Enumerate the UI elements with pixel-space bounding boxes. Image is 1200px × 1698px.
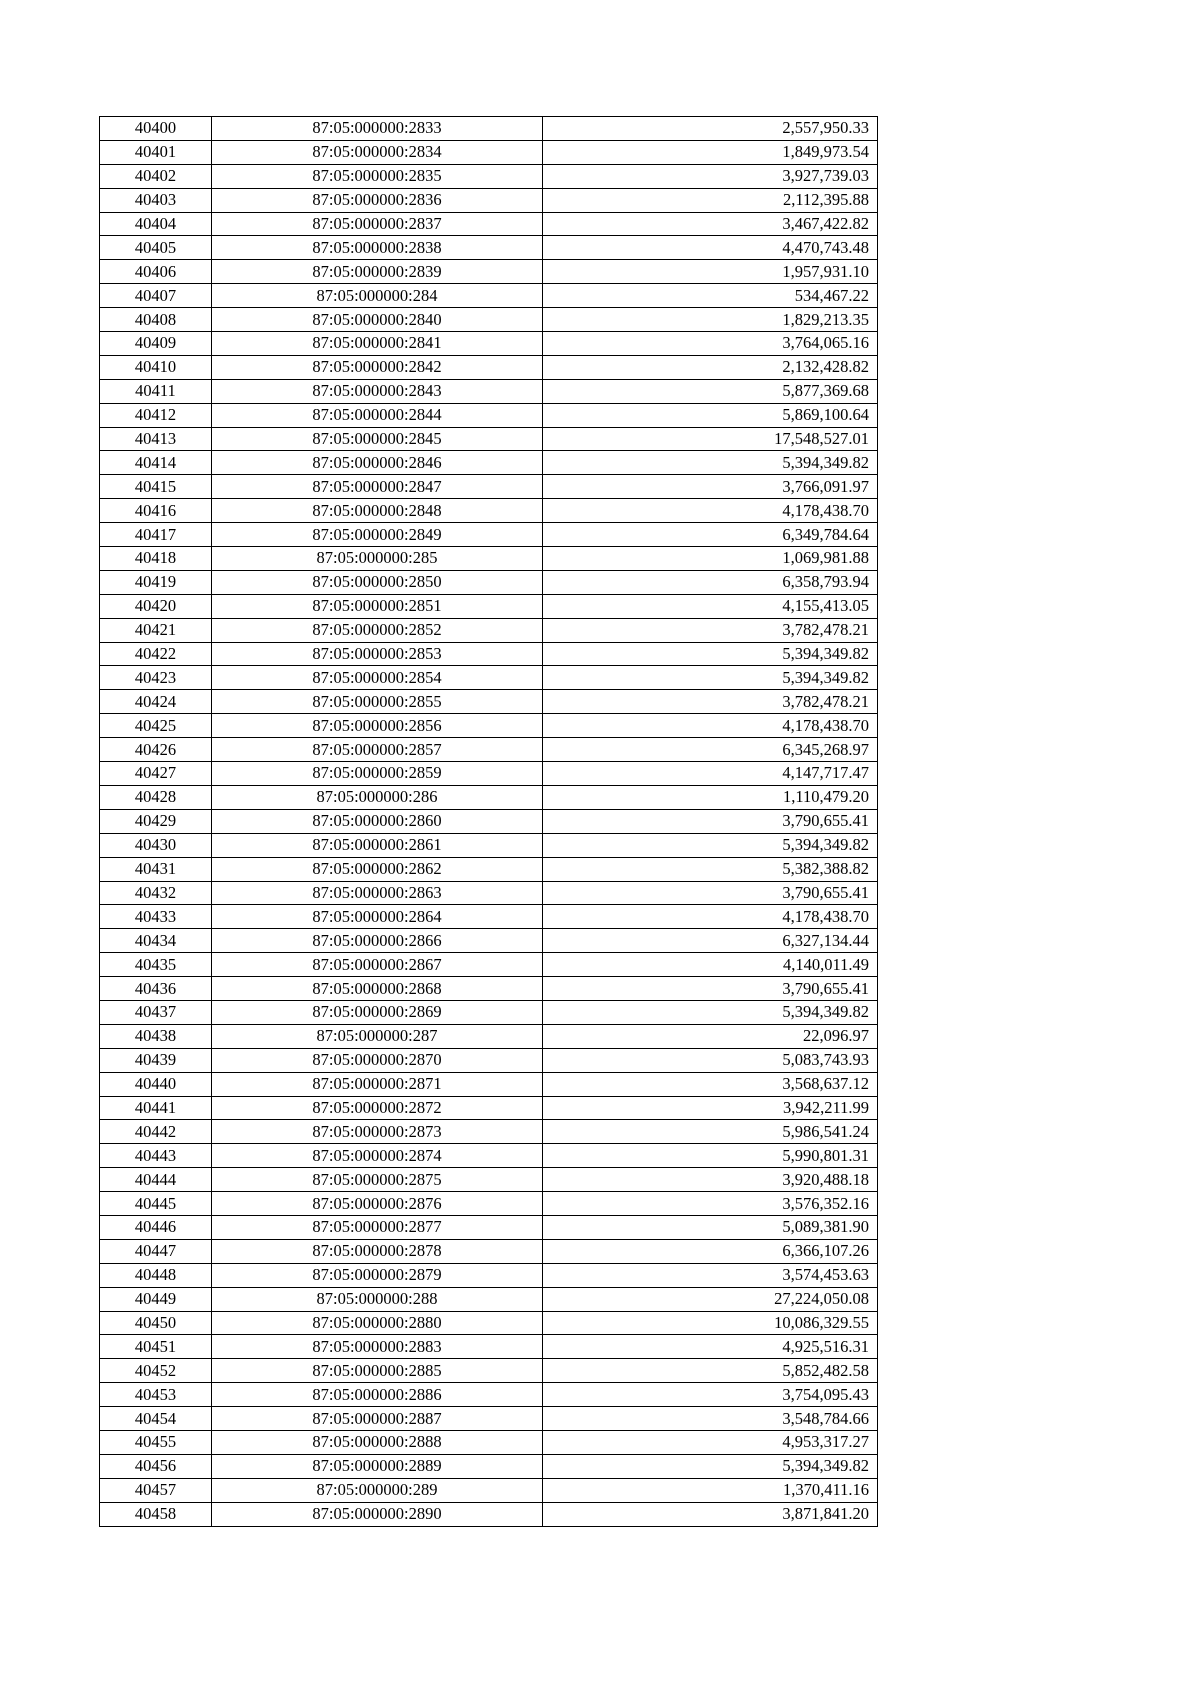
cadastral-number-cell: 87:05:000000:284 xyxy=(212,284,543,308)
cadastral-number-cell: 87:05:000000:2855 xyxy=(212,690,543,714)
table-row xyxy=(100,1120,878,1144)
cadastral-number-cell: 87:05:000000:2833 xyxy=(212,117,543,141)
table-row xyxy=(100,881,878,905)
table-row xyxy=(100,188,878,212)
table-row xyxy=(100,1024,878,1048)
table-row xyxy=(100,666,878,690)
table-row xyxy=(100,1359,878,1383)
value-cell: 5,089,381.90 xyxy=(543,1215,878,1239)
row-number-cell: 40457 xyxy=(100,1478,212,1502)
table-row xyxy=(100,212,878,236)
value-cell: 5,394,349.82 xyxy=(543,642,878,666)
value-cell: 3,467,422.82 xyxy=(543,212,878,236)
cadastral-number-cell: 87:05:000000:2867 xyxy=(212,953,543,977)
cadastral-number-cell: 87:05:000000:2890 xyxy=(212,1502,543,1526)
value-cell: 3,871,841.20 xyxy=(543,1502,878,1526)
value-cell: 3,766,091.97 xyxy=(543,475,878,499)
row-number-cell: 40402 xyxy=(100,164,212,188)
cadastral-number-cell: 87:05:000000:2853 xyxy=(212,642,543,666)
value-cell: 5,083,743.93 xyxy=(543,1048,878,1072)
cadastral-number-cell: 87:05:000000:2876 xyxy=(212,1192,543,1216)
value-cell: 2,557,950.33 xyxy=(543,117,878,141)
cadastral-number-cell: 87:05:000000:2875 xyxy=(212,1168,543,1192)
row-number-cell: 40441 xyxy=(100,1096,212,1120)
value-cell: 4,178,438.70 xyxy=(543,499,878,523)
table-row xyxy=(100,355,878,379)
value-cell: 3,782,478.21 xyxy=(543,618,878,642)
table-row xyxy=(100,857,878,881)
table-row xyxy=(100,1239,878,1263)
table-row xyxy=(100,236,878,260)
cadastral-number-cell: 87:05:000000:289 xyxy=(212,1478,543,1502)
cadastral-number-cell: 87:05:000000:2874 xyxy=(212,1144,543,1168)
value-cell: 3,568,637.12 xyxy=(543,1072,878,1096)
cadastral-number-cell: 87:05:000000:2859 xyxy=(212,762,543,786)
table-row xyxy=(100,1215,878,1239)
row-number-cell: 40452 xyxy=(100,1359,212,1383)
row-number-cell: 40436 xyxy=(100,977,212,1001)
cadastral-number-cell: 87:05:000000:2846 xyxy=(212,451,543,475)
cadastral-number-cell: 87:05:000000:2877 xyxy=(212,1215,543,1239)
value-cell: 3,790,655.41 xyxy=(543,809,878,833)
cadastral-number-cell: 87:05:000000:2878 xyxy=(212,1239,543,1263)
row-number-cell: 40415 xyxy=(100,475,212,499)
value-cell: 6,345,268.97 xyxy=(543,738,878,762)
value-cell: 3,764,065.16 xyxy=(543,332,878,356)
value-cell: 22,096.97 xyxy=(543,1024,878,1048)
value-cell: 4,953,317.27 xyxy=(543,1430,878,1454)
cadastral-number-cell: 87:05:000000:2885 xyxy=(212,1359,543,1383)
cadastral-number-cell: 87:05:000000:2837 xyxy=(212,212,543,236)
cadastral-number-cell: 87:05:000000:2851 xyxy=(212,594,543,618)
cadastral-number-cell: 87:05:000000:2839 xyxy=(212,260,543,284)
cadastral-number-cell: 87:05:000000:285 xyxy=(212,547,543,571)
cadastral-number-cell: 87:05:000000:2848 xyxy=(212,499,543,523)
row-number-cell: 40449 xyxy=(100,1287,212,1311)
row-number-cell: 40423 xyxy=(100,666,212,690)
row-number-cell: 40429 xyxy=(100,809,212,833)
value-cell: 5,986,541.24 xyxy=(543,1120,878,1144)
cadastral-number-cell: 87:05:000000:2889 xyxy=(212,1454,543,1478)
row-number-cell: 40450 xyxy=(100,1311,212,1335)
value-cell: 3,548,784.66 xyxy=(543,1407,878,1431)
cadastral-number-cell: 87:05:000000:2872 xyxy=(212,1096,543,1120)
table-row xyxy=(100,451,878,475)
table-row xyxy=(100,1311,878,1335)
row-number-cell: 40453 xyxy=(100,1383,212,1407)
cadastral-number-cell: 87:05:000000:2842 xyxy=(212,355,543,379)
table-row xyxy=(100,379,878,403)
value-cell: 5,869,100.64 xyxy=(543,403,878,427)
row-number-cell: 40421 xyxy=(100,618,212,642)
row-number-cell: 40431 xyxy=(100,857,212,881)
row-number-cell: 40434 xyxy=(100,929,212,953)
row-number-cell: 40455 xyxy=(100,1430,212,1454)
cadastral-number-cell: 87:05:000000:2836 xyxy=(212,188,543,212)
cadastral-number-cell: 87:05:000000:2866 xyxy=(212,929,543,953)
cadastral-number-cell: 87:05:000000:286 xyxy=(212,785,543,809)
value-cell: 534,467.22 xyxy=(543,284,878,308)
table-row xyxy=(100,594,878,618)
table-row xyxy=(100,332,878,356)
table-row xyxy=(100,618,878,642)
row-number-cell: 40443 xyxy=(100,1144,212,1168)
table-row xyxy=(100,284,878,308)
value-cell: 5,990,801.31 xyxy=(543,1144,878,1168)
table-row xyxy=(100,117,878,141)
row-number-cell: 40426 xyxy=(100,738,212,762)
value-cell: 10,086,329.55 xyxy=(543,1311,878,1335)
row-number-cell: 40458 xyxy=(100,1502,212,1526)
row-number-cell: 40456 xyxy=(100,1454,212,1478)
row-number-cell: 40400 xyxy=(100,117,212,141)
table-row xyxy=(100,499,878,523)
row-number-cell: 40428 xyxy=(100,785,212,809)
row-number-cell: 40409 xyxy=(100,332,212,356)
table-row xyxy=(100,1072,878,1096)
table-row xyxy=(100,523,878,547)
row-number-cell: 40440 xyxy=(100,1072,212,1096)
row-number-cell: 40401 xyxy=(100,140,212,164)
cadastral-number-cell: 87:05:000000:2887 xyxy=(212,1407,543,1431)
table-row xyxy=(100,762,878,786)
row-number-cell: 40410 xyxy=(100,355,212,379)
table-row xyxy=(100,1383,878,1407)
cadastral-number-cell: 87:05:000000:2841 xyxy=(212,332,543,356)
row-number-cell: 40407 xyxy=(100,284,212,308)
table-row xyxy=(100,714,878,738)
table-row xyxy=(100,1048,878,1072)
value-cell: 1,849,973.54 xyxy=(543,140,878,164)
row-number-cell: 40414 xyxy=(100,451,212,475)
cadastral-number-cell: 87:05:000000:2844 xyxy=(212,403,543,427)
cadastral-number-cell: 87:05:000000:2854 xyxy=(212,666,543,690)
table-row xyxy=(100,570,878,594)
value-cell: 2,112,395.88 xyxy=(543,188,878,212)
value-cell: 5,394,349.82 xyxy=(543,666,878,690)
cadastral-number-cell: 87:05:000000:287 xyxy=(212,1024,543,1048)
cadastral-number-cell: 87:05:000000:2871 xyxy=(212,1072,543,1096)
table-row xyxy=(100,1430,878,1454)
table-row xyxy=(100,1263,878,1287)
value-cell: 1,370,411.16 xyxy=(543,1478,878,1502)
table-row xyxy=(100,1335,878,1359)
table-row xyxy=(100,260,878,284)
cadastral-number-cell: 87:05:000000:2843 xyxy=(212,379,543,403)
value-cell: 5,394,349.82 xyxy=(543,833,878,857)
cadastral-number-cell: 87:05:000000:2834 xyxy=(212,140,543,164)
row-number-cell: 40447 xyxy=(100,1239,212,1263)
table-row xyxy=(100,642,878,666)
row-number-cell: 40444 xyxy=(100,1168,212,1192)
cadastral-number-cell: 87:05:000000:2888 xyxy=(212,1430,543,1454)
table-row xyxy=(100,427,878,451)
cadastral-number-cell: 87:05:000000:2838 xyxy=(212,236,543,260)
table-body xyxy=(100,117,878,1527)
value-cell: 4,155,413.05 xyxy=(543,594,878,618)
value-cell: 3,782,478.21 xyxy=(543,690,878,714)
value-cell: 3,790,655.41 xyxy=(543,977,878,1001)
value-cell: 6,327,134.44 xyxy=(543,929,878,953)
row-number-cell: 40408 xyxy=(100,308,212,332)
table-row xyxy=(100,833,878,857)
value-cell: 1,957,931.10 xyxy=(543,260,878,284)
cadastral-number-cell: 87:05:000000:2870 xyxy=(212,1048,543,1072)
table-row xyxy=(100,1096,878,1120)
row-number-cell: 40438 xyxy=(100,1024,212,1048)
value-cell: 4,140,011.49 xyxy=(543,953,878,977)
value-cell: 3,576,352.16 xyxy=(543,1192,878,1216)
row-number-cell: 40404 xyxy=(100,212,212,236)
row-number-cell: 40446 xyxy=(100,1215,212,1239)
cadastral-number-cell: 87:05:000000:2835 xyxy=(212,164,543,188)
value-cell: 5,394,349.82 xyxy=(543,1454,878,1478)
cadastral-number-cell: 87:05:000000:2861 xyxy=(212,833,543,857)
row-number-cell: 40413 xyxy=(100,427,212,451)
table-row xyxy=(100,785,878,809)
row-number-cell: 40439 xyxy=(100,1048,212,1072)
cadastral-number-cell: 87:05:000000:2880 xyxy=(212,1311,543,1335)
row-number-cell: 40419 xyxy=(100,570,212,594)
row-number-cell: 40403 xyxy=(100,188,212,212)
value-cell: 2,132,428.82 xyxy=(543,355,878,379)
value-cell: 1,069,981.88 xyxy=(543,547,878,571)
value-cell: 5,394,349.82 xyxy=(543,451,878,475)
value-cell: 5,877,369.68 xyxy=(543,379,878,403)
value-cell: 4,147,717.47 xyxy=(543,762,878,786)
table-row xyxy=(100,547,878,571)
value-cell: 27,224,050.08 xyxy=(543,1287,878,1311)
value-cell: 3,942,211.99 xyxy=(543,1096,878,1120)
cadastral-number-cell: 87:05:000000:2847 xyxy=(212,475,543,499)
value-cell: 4,178,438.70 xyxy=(543,714,878,738)
value-cell: 4,470,743.48 xyxy=(543,236,878,260)
row-number-cell: 40418 xyxy=(100,547,212,571)
value-cell: 3,790,655.41 xyxy=(543,881,878,905)
cadastral-number-cell: 87:05:000000:2873 xyxy=(212,1120,543,1144)
table-row xyxy=(100,929,878,953)
value-cell: 3,920,488.18 xyxy=(543,1168,878,1192)
cadastral-number-cell: 87:05:000000:2863 xyxy=(212,881,543,905)
table-row xyxy=(100,403,878,427)
table-row xyxy=(100,738,878,762)
table-row xyxy=(100,977,878,1001)
cadastral-number-cell: 87:05:000000:2862 xyxy=(212,857,543,881)
row-number-cell: 40412 xyxy=(100,403,212,427)
row-number-cell: 40424 xyxy=(100,690,212,714)
table-row xyxy=(100,953,878,977)
cadastral-number-cell: 87:05:000000:2886 xyxy=(212,1383,543,1407)
table-row xyxy=(100,308,878,332)
cadastral-number-cell: 87:05:000000:2852 xyxy=(212,618,543,642)
table-row xyxy=(100,1478,878,1502)
table-row xyxy=(100,1168,878,1192)
value-cell: 3,754,095.43 xyxy=(543,1383,878,1407)
row-number-cell: 40445 xyxy=(100,1192,212,1216)
cadastral-number-cell: 87:05:000000:2869 xyxy=(212,1000,543,1024)
row-number-cell: 40411 xyxy=(100,379,212,403)
value-cell: 6,349,784.64 xyxy=(543,523,878,547)
value-cell: 5,852,482.58 xyxy=(543,1359,878,1383)
table-row xyxy=(100,1287,878,1311)
table-row xyxy=(100,140,878,164)
table-row xyxy=(100,1000,878,1024)
table-row xyxy=(100,164,878,188)
table-row xyxy=(100,905,878,929)
table-row xyxy=(100,809,878,833)
row-number-cell: 40417 xyxy=(100,523,212,547)
row-number-cell: 40454 xyxy=(100,1407,212,1431)
table-row xyxy=(100,1502,878,1526)
cadastral-number-cell: 87:05:000000:288 xyxy=(212,1287,543,1311)
value-cell: 4,178,438.70 xyxy=(543,905,878,929)
value-cell: 6,366,107.26 xyxy=(543,1239,878,1263)
cadastral-number-cell: 87:05:000000:2883 xyxy=(212,1335,543,1359)
row-number-cell: 40427 xyxy=(100,762,212,786)
row-number-cell: 40405 xyxy=(100,236,212,260)
row-number-cell: 40422 xyxy=(100,642,212,666)
table-row xyxy=(100,690,878,714)
cadastral-number-cell: 87:05:000000:2879 xyxy=(212,1263,543,1287)
cadastral-number-cell: 87:05:000000:2845 xyxy=(212,427,543,451)
cadastral-number-cell: 87:05:000000:2856 xyxy=(212,714,543,738)
value-cell: 17,548,527.01 xyxy=(543,427,878,451)
table-row xyxy=(100,475,878,499)
value-cell: 6,358,793.94 xyxy=(543,570,878,594)
row-number-cell: 40437 xyxy=(100,1000,212,1024)
row-number-cell: 40432 xyxy=(100,881,212,905)
row-number-cell: 40433 xyxy=(100,905,212,929)
value-cell: 3,574,453.63 xyxy=(543,1263,878,1287)
cadastral-number-cell: 87:05:000000:2849 xyxy=(212,523,543,547)
table-row xyxy=(100,1144,878,1168)
row-number-cell: 40416 xyxy=(100,499,212,523)
data-table xyxy=(99,116,878,1527)
row-number-cell: 40442 xyxy=(100,1120,212,1144)
value-cell: 1,829,213.35 xyxy=(543,308,878,332)
row-number-cell: 40451 xyxy=(100,1335,212,1359)
cadastral-number-cell: 87:05:000000:2850 xyxy=(212,570,543,594)
value-cell: 1,110,479.20 xyxy=(543,785,878,809)
cadastral-number-cell: 87:05:000000:2868 xyxy=(212,977,543,1001)
cadastral-number-cell: 87:05:000000:2860 xyxy=(212,809,543,833)
row-number-cell: 40430 xyxy=(100,833,212,857)
value-cell: 5,394,349.82 xyxy=(543,1000,878,1024)
value-cell: 3,927,739.03 xyxy=(543,164,878,188)
cadastral-number-cell: 87:05:000000:2857 xyxy=(212,738,543,762)
cadastral-number-cell: 87:05:000000:2864 xyxy=(212,905,543,929)
table-row xyxy=(100,1192,878,1216)
table-row xyxy=(100,1454,878,1478)
row-number-cell: 40420 xyxy=(100,594,212,618)
row-number-cell: 40448 xyxy=(100,1263,212,1287)
value-cell: 5,382,388.82 xyxy=(543,857,878,881)
row-number-cell: 40435 xyxy=(100,953,212,977)
table-row xyxy=(100,1407,878,1431)
row-number-cell: 40425 xyxy=(100,714,212,738)
row-number-cell: 40406 xyxy=(100,260,212,284)
value-cell: 4,925,516.31 xyxy=(543,1335,878,1359)
cadastral-number-cell: 87:05:000000:2840 xyxy=(212,308,543,332)
